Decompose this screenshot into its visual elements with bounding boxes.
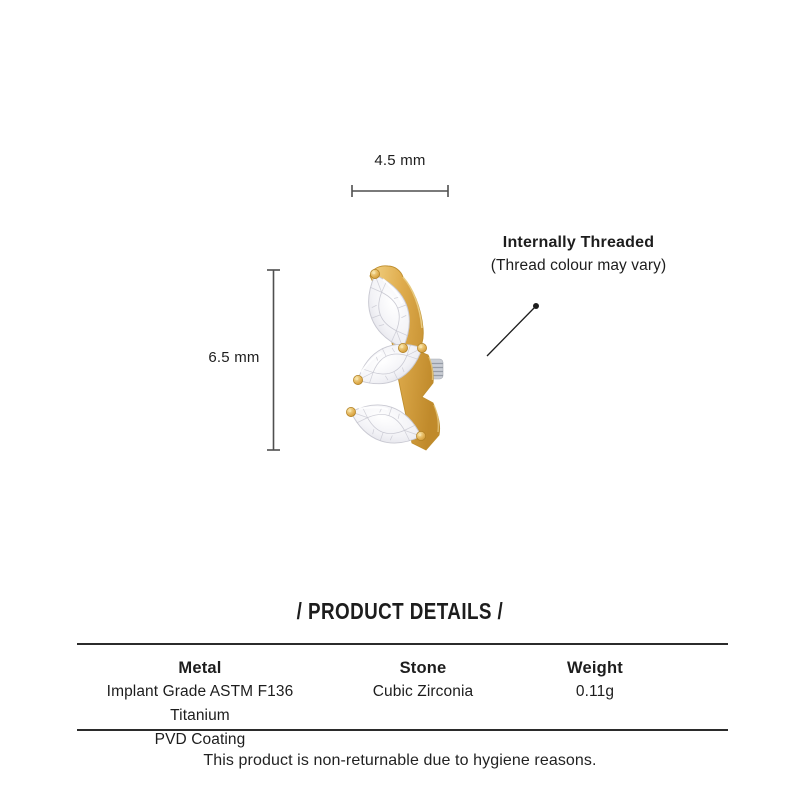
section-heading <box>0 598 800 625</box>
height-measurement-ruler-icon <box>266 268 281 452</box>
column-header: Metal <box>178 659 222 677</box>
column-value: Cubic Zirconia <box>372 683 474 700</box>
hygiene-footnote: This product is non-returnable due to hygiene reasons. <box>203 752 597 769</box>
column-header: Weight <box>567 659 623 677</box>
column-header: Stone <box>399 659 447 677</box>
thread-annotation-subtitle: (Thread colour may vary) <box>490 257 667 274</box>
column-value: PVD Coating <box>154 731 246 748</box>
section-heading-text: / PRODUCT DETAILS / <box>296 598 504 624</box>
table-spacer <box>667 656 728 752</box>
height-measurement-label: 6.5 mm <box>208 349 260 366</box>
width-measurement-label: 4.5 mm <box>374 152 426 169</box>
width-measurement-ruler-icon <box>351 184 449 198</box>
table-column-metal <box>77 656 323 752</box>
thread-pointer-line-icon <box>480 298 544 362</box>
thread-annotation <box>490 234 667 275</box>
column-value: Implant Grade ASTM F136 Titanium <box>106 683 294 724</box>
thread-annotation-title: Internally Threaded <box>502 234 655 251</box>
table-column-weight <box>523 656 667 752</box>
product-image-earring <box>335 250 480 465</box>
product-details-table <box>77 643 728 748</box>
table-column-stone <box>323 656 523 752</box>
column-value: 0.11g <box>575 683 615 700</box>
